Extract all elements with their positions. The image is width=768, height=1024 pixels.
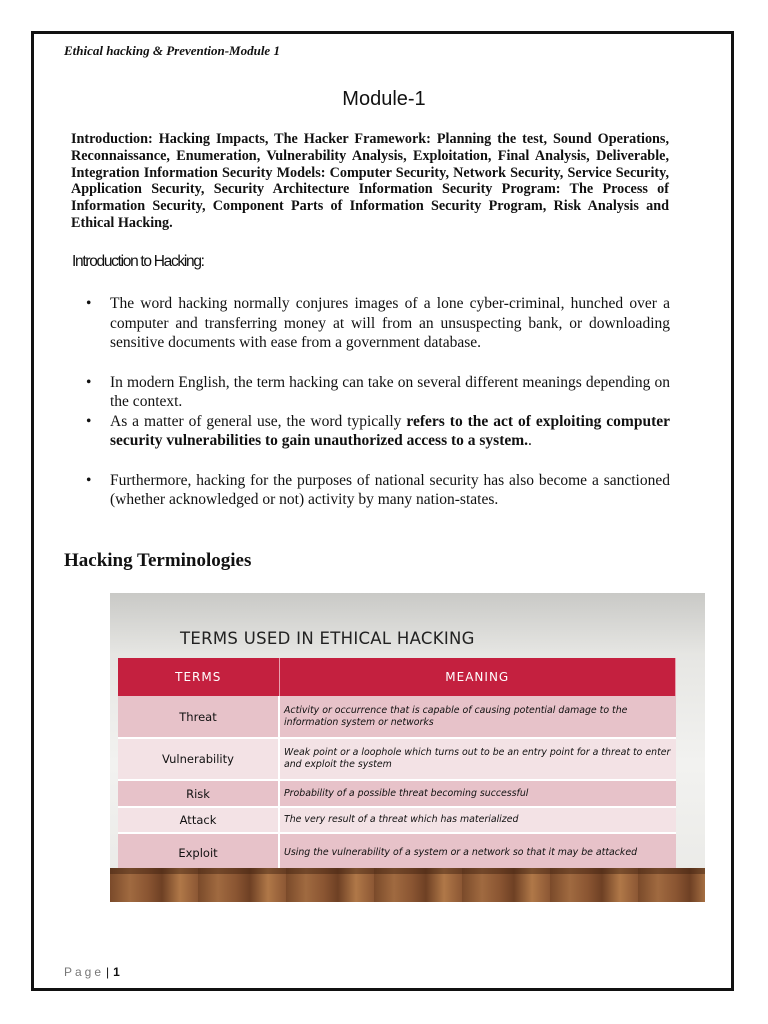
bullet-symbol: • — [86, 295, 92, 312]
bullet-text — [110, 412, 670, 451]
meaning-cell: Weak point or a loophole which turns out to be an entry point for a threat to enter and exploit the system — [279, 738, 676, 780]
subheading-introduction: Introduction to Hacking: — [72, 253, 204, 270]
footer-separator: | — [106, 965, 110, 979]
table-row — [118, 780, 676, 807]
meaning-cell: Activity or occurrence that is capable of causing potential damage to the information system or networks — [279, 696, 676, 738]
column-header-meaning: MEANING — [279, 658, 676, 696]
bullet-symbol: • — [86, 471, 92, 489]
section-heading: Hacking Terminologies — [64, 550, 252, 571]
terms-figure — [110, 593, 705, 902]
bullet-symbol: • — [86, 412, 92, 430]
bullet-text-pre: As a matter of general use, the word typically — [110, 412, 407, 430]
table-row — [118, 696, 676, 738]
table-row — [118, 833, 676, 873]
wood-floor — [110, 868, 705, 902]
bullet-list — [86, 294, 670, 510]
term-cell: Risk — [118, 780, 279, 807]
footer-page-number: 1 — [113, 965, 120, 979]
footer-page-label: Page — [64, 965, 105, 979]
figure-title: TERMS USED IN ETHICAL HACKING — [180, 629, 475, 648]
bullet-item — [86, 373, 670, 412]
bullet-item — [86, 412, 670, 451]
bullet-text-emphasis: refers to the act of exploiting computer security vulnerabilities to gain unauthorized access to a system. — [110, 412, 670, 449]
table-row — [118, 738, 676, 780]
term-cell: Attack — [118, 807, 279, 833]
intro-paragraph: Introduction: Hacking Impacts, The Hacker Framework: Planning the test, Sound Operations, Reconnaissance, Enumeration, Vulnerability Analysis, Exploitation, Final Analysis, Deliverable, Integration Information Security Models: Computer Security, Network Security, Service Security, Application Security, Security Architecture Information Security Program: The Process of Information Security, Component Parts of Information Security Program, Risk Analysis and Ethical Hacking. — [71, 131, 669, 231]
meaning-cell: Using the vulnerability of a system or a network so that it may be attacked — [279, 833, 676, 873]
bullet-text: The word hacking normally conjures images of a lone cyber-criminal, hunched over a computer and transferring money at will from an unsuspecting bank, or downloading sensitive documents with ease from a government database. — [110, 295, 670, 351]
bullet-symbol: • — [86, 373, 92, 391]
table-row — [118, 807, 676, 833]
meaning-cell: Probability of a possible threat becoming successful — [279, 780, 676, 807]
running-header: Ethical hacking & Prevention-Module 1 — [64, 43, 280, 58]
term-cell: Threat — [118, 696, 279, 738]
bullet-text: Furthermore, hacking for the purposes of national security has also become a sanctioned (whether acknowledged or not) activity by many nation-states. — [110, 471, 670, 508]
page-footer — [64, 965, 120, 979]
column-header-terms: TERMS — [118, 658, 279, 696]
bullet-text: In modern English, the term hacking can take on several different meanings depending on the context. — [110, 373, 670, 410]
page-title: Module-1 — [342, 88, 426, 110]
meaning-cell: The very result of a threat which has materialized — [279, 807, 676, 833]
bullet-item — [86, 294, 670, 353]
bullet-item — [86, 471, 670, 510]
terms-table — [118, 658, 676, 874]
bullet-text-post: . — [528, 432, 532, 449]
term-cell: Exploit — [118, 833, 279, 873]
term-cell: Vulnerability — [118, 738, 279, 780]
